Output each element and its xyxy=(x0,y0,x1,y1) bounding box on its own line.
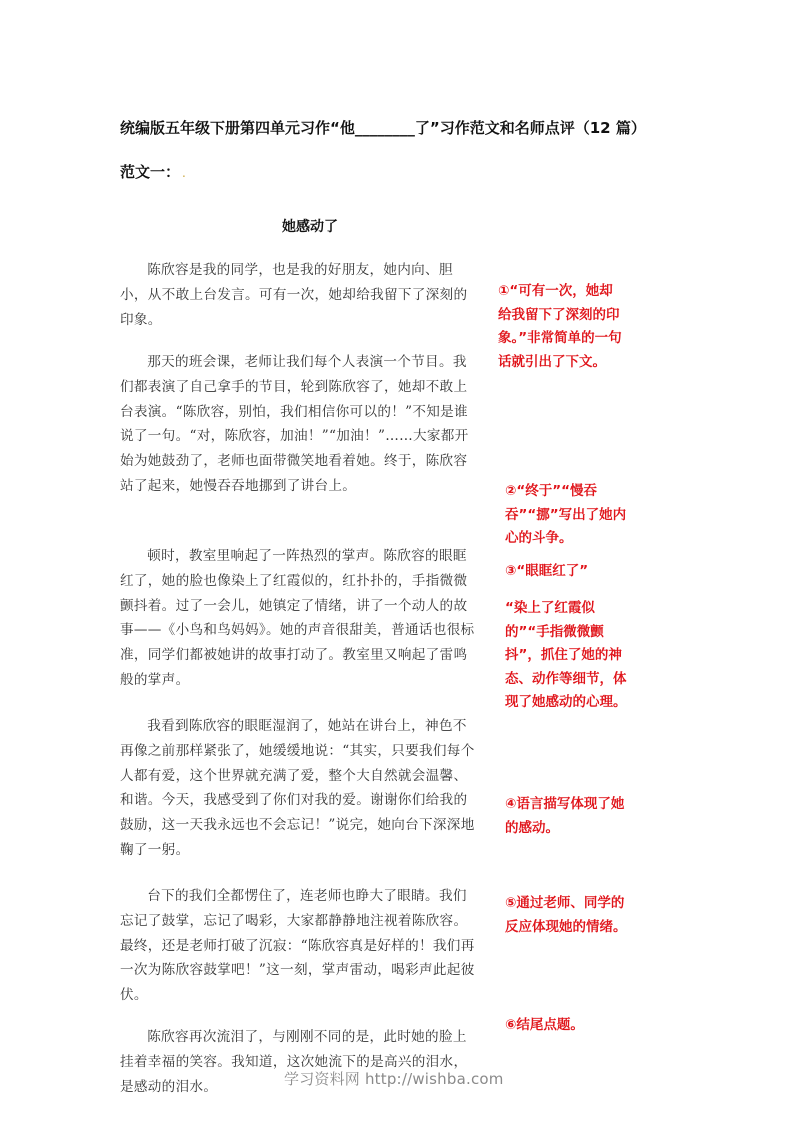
document-title: 统编版五年级下册第四单元习作“他________了”习作范文和名师点评（12 篇） xyxy=(120,119,646,137)
section-dot: . xyxy=(182,166,186,180)
essay-paragraph-6: 陈欣容再次流泪了，与刚刚不同的是，此时她的脸上挂着幸福的笑容。我知道，这次她流下的是高兴的泪水，是感动的泪水。 xyxy=(120,1029,468,1095)
essay-paragraph-4: 我看到陈欣容的眼眶湿润了，她站在讲台上，神色不再像之前那样紧张了，她缓缓地说：“其实，只要我们每个人都有爱，这个世界就充满了爱，整个大自然就会温馨、和谐。今天，我感受到了你们对我的爱。谢谢你们给我的鼓励，这一天我永远也不会忘记！”说完，她向台下深深地鞠了一躬。 xyxy=(120,718,475,858)
essay-paragraph-1: 陈欣容是我的同学，也是我的好朋友，她内向、胆小，从不敢上台发言。可有一次，她却给我留下了深刻的印象。 xyxy=(120,262,468,328)
essay-paragraph-3: 顿时，教室里响起了一阵热烈的掌声。陈欣容的眼眶红了，她的脸也像染上了红霞似的，红扑扑的，手指微微颤抖着。过了一会儿，她镇定了情绪，讲了一个动人的故事——《小鸟和鸟妈妈》。她的声音很甜美，普通话也很标准，同学们都被她讲的故事打动了。教室里又响起了雷鸣般的掌声。 xyxy=(120,548,475,688)
essay-paragraph-5: 台下的我们全都愣住了，连老师也睁大了眼睛。我们忘记了鼓掌，忘记了喝彩，大家都静静地注视着陈欣容。最终，还是老师打破了沉寂：“陈欣容真是好样的！我们再一次为陈欣容鼓掌吧！”这一刻，掌声雷动，喝彩声此起彼伏。 xyxy=(120,888,475,1004)
annotation-note-3: ③“眼眶红了” xyxy=(505,563,589,579)
section-label-text: 范文一： xyxy=(120,163,181,181)
watermark: 学习资料网 http://wishba.com xyxy=(284,1070,504,1088)
annotation-note-5: ④语言描写体现了她的感动。 xyxy=(505,796,625,836)
annotation-note-2: ②“终于”“慢吞吞”“挪”写出了她内心的斗争。 xyxy=(505,483,627,546)
annotation-note-6: ⑤通过老师、同学的反应体现她的情绪。 xyxy=(505,895,627,935)
annotation-note-4: “染上了红霞似的”“手指微微颤抖”，抓住了她的神态、动作等细节，体现了她感动的心理。 xyxy=(505,600,627,710)
annotation-note-7: ⑥结尾点题。 xyxy=(505,1017,584,1033)
annotation-note-1: ①“可有一次，她却给我留下了深刻的印象。”非常简单的一句话就引出了下文。 xyxy=(498,283,622,370)
section-label xyxy=(120,161,186,182)
essay-paragraph-2: 那天的班会课，老师让我们每个人表演一个节目。我们都表演了自己拿手的节目，轮到陈欣容了，她却不敢上台表演。“陈欣容，别怕，我们相信你可以的！”不知是谁说了一句。“对，陈欣容，加油！”“加油！”……大家都开始为她鼓劲了，老师也面带微笑地看着她。终于，陈欣容站了起来，她慢吞吞地挪到了讲台上。 xyxy=(120,354,469,494)
essay-title: 她感动了 xyxy=(282,219,338,235)
